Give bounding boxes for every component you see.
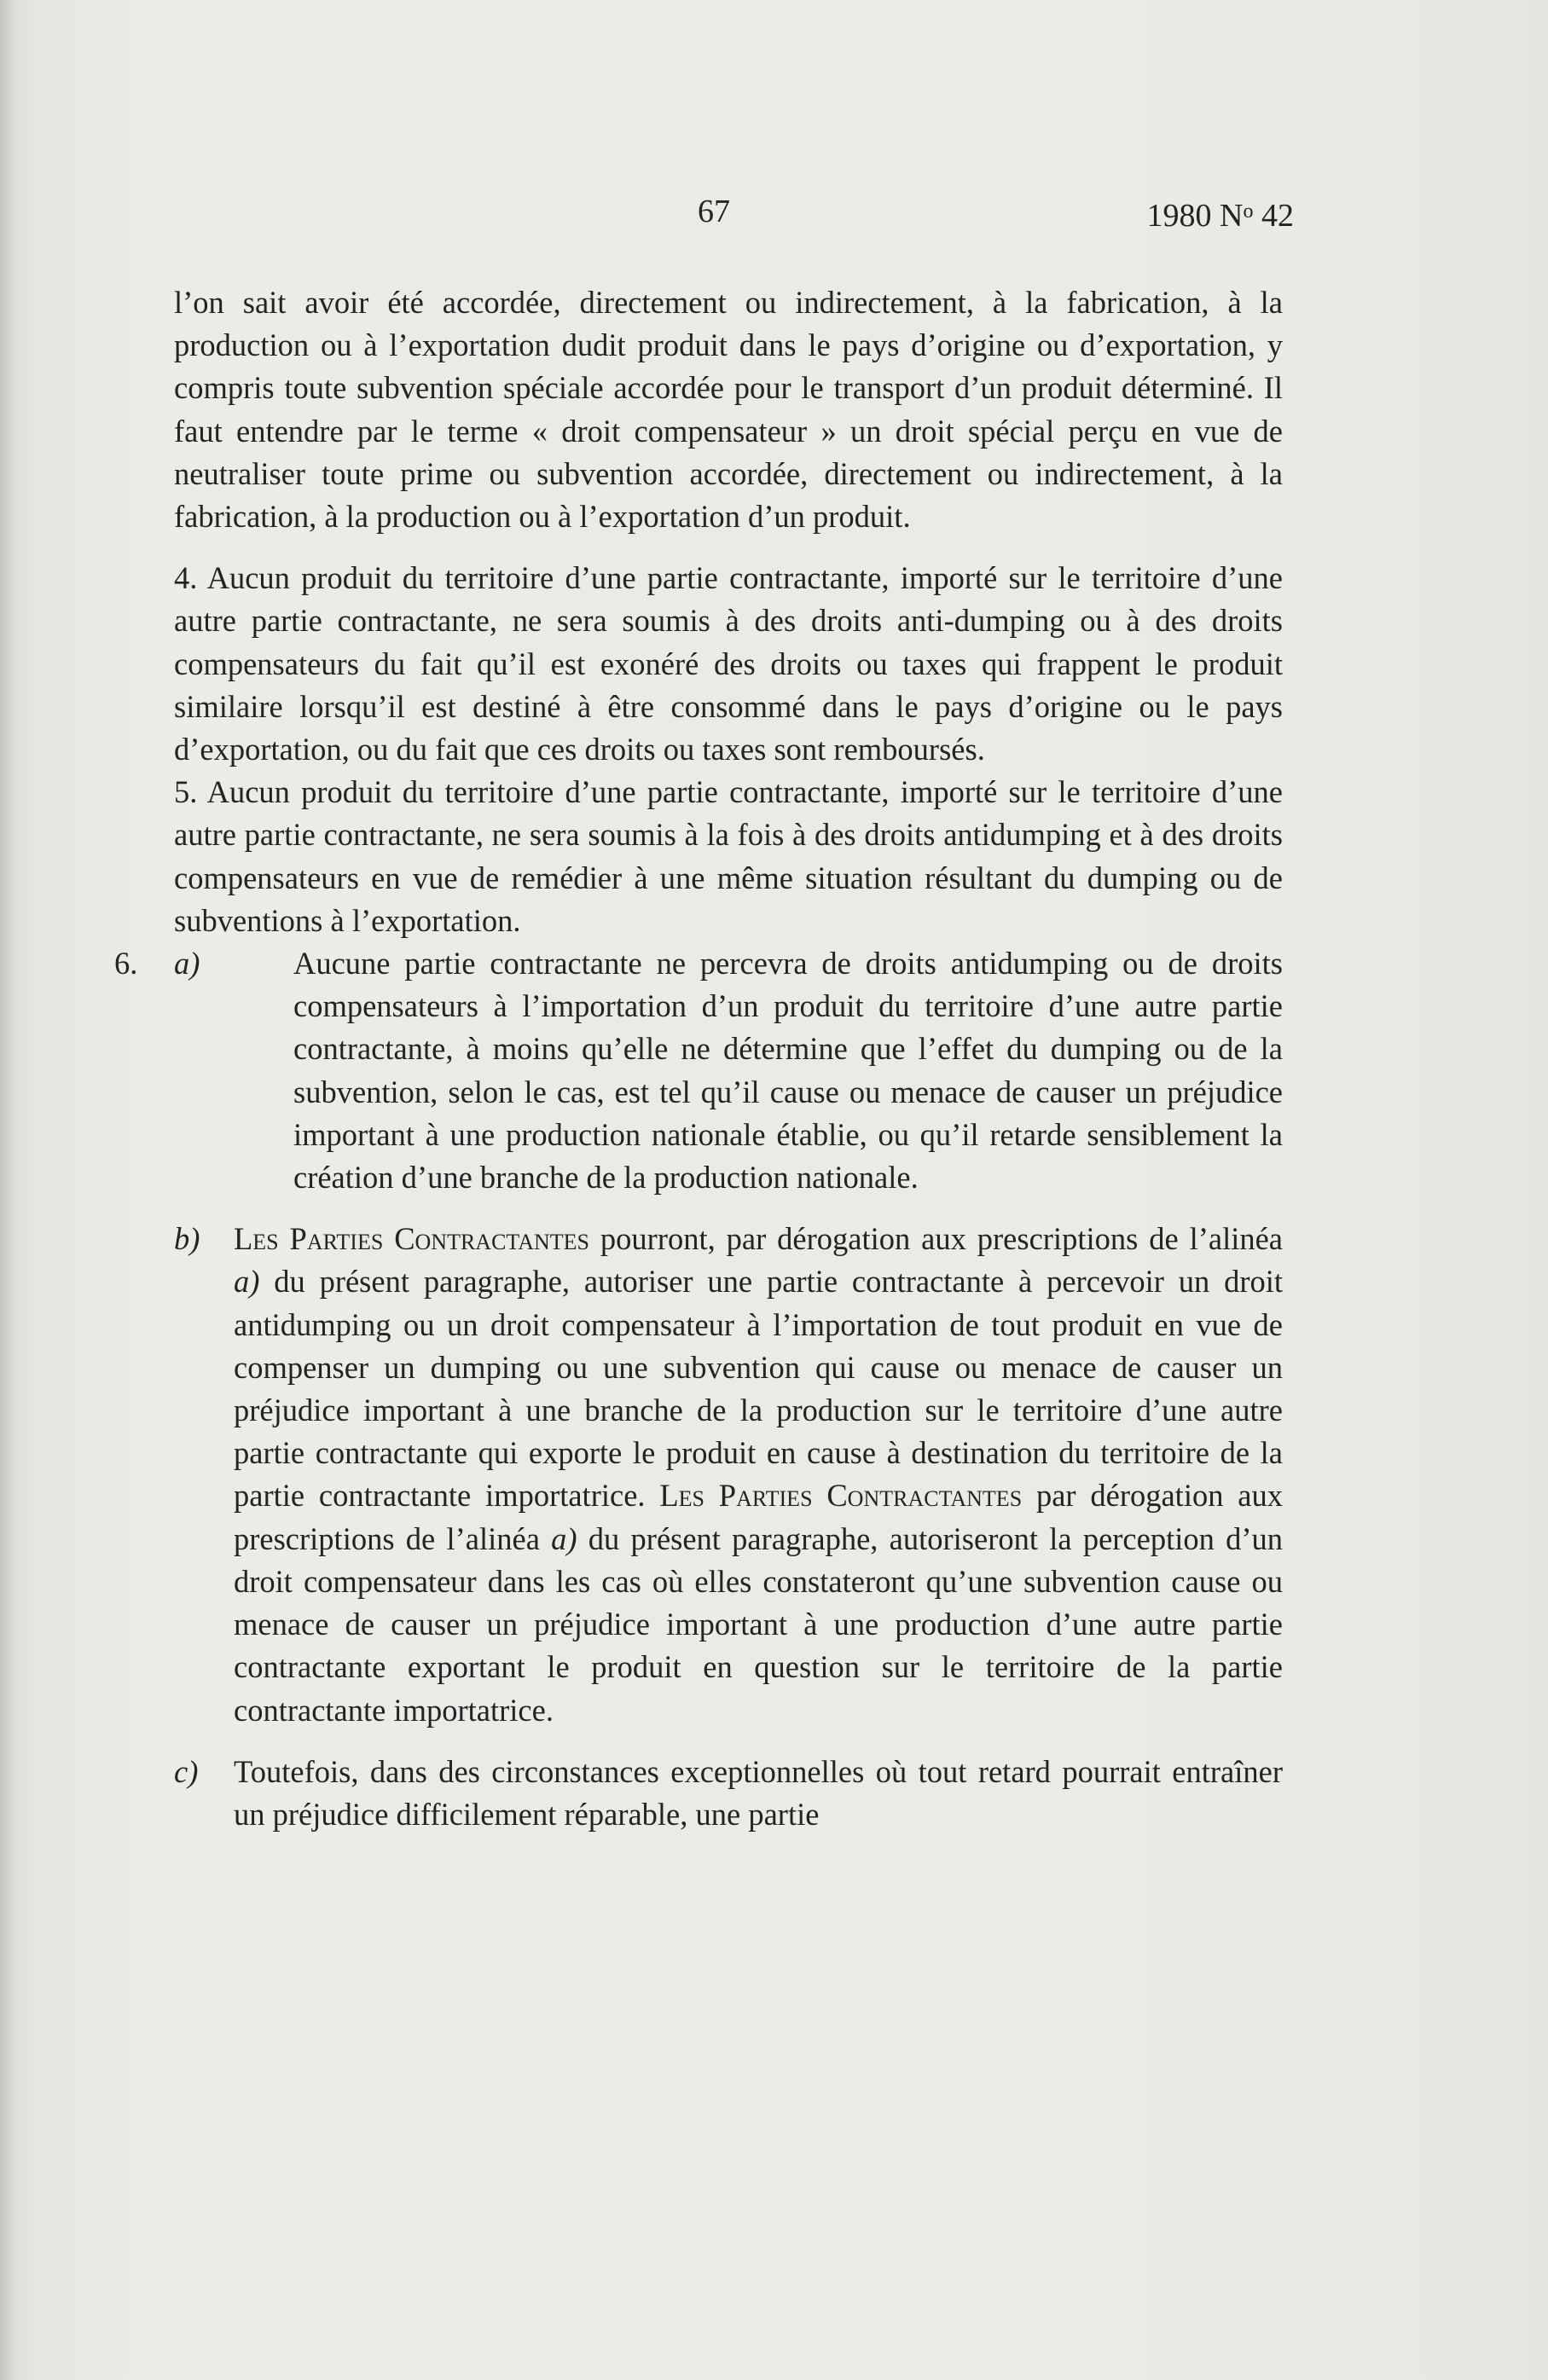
paragraph-5	[174, 771, 1283, 942]
paragraph-4-number: 4.	[174, 560, 198, 596]
binding-shadow	[0, 0, 15, 2380]
alinea-reference: a)	[551, 1520, 577, 1556]
paragraph-intro: l’on sait avoir été accordée, directement ou indirectement, à la fabrication, à la production ou à l’exportation dudit produit dans le pays d’origine ou d’exportation, y compris toute subvention spéciale accordée pour le transport d’un produit déterminé. Il faut entendre par le terme « droit compensateur » un droit spécial perçu en vue de neutraliser toute prime ou subvention accordée, directement ou indirectement, à la fabrication, à la production ou à l’exportation d’un produit.	[174, 285, 1283, 535]
alinea-reference: a)	[234, 1264, 260, 1300]
paragraph-6b	[174, 1218, 1283, 1731]
paragraph-4	[174, 557, 1283, 771]
paragraph-6a-letter: a)	[174, 946, 200, 982]
paragraph-4-text: Aucun produit du territoire d’une partie contractante, importé sur le territoire d’une autre partie contractante, ne sera soumis à des droits anti-dumping ou à des droits compensateurs du fait qu’il est exonéré des droits ou taxes qui frappent le produit similaire lorsqu’il est destiné à être consommé dans le pays d’origine ou le pays d’exportation, ou du fait que ces droits ou taxes sont remboursés.	[174, 560, 1283, 767]
page-header	[0, 188, 1548, 235]
paragraph-6b-part3: par dérogation aux prescriptions de l’alinéa	[234, 1478, 1283, 1556]
paragraph-6b-text	[234, 1218, 1283, 1731]
paragraph-6c	[174, 1751, 1283, 1836]
paragraph-6b-part1: pourront, par dérogation aux prescriptions de l’alinéa	[589, 1221, 1283, 1257]
journal-number-sign: o	[1243, 200, 1254, 223]
paragraph-6c-letter: c)	[174, 1753, 199, 1789]
paragraph-5-number: 5.	[174, 774, 198, 810]
journal-number: 42	[1261, 198, 1294, 234]
page-number: 67	[698, 194, 730, 229]
paragraph-6b-letter: b)	[174, 1221, 200, 1257]
contracting-parties-term: Les Parties Contractantes	[234, 1221, 590, 1257]
paragraph-6a	[114, 942, 1283, 1199]
paragraph-5-text: Aucun produit du territoire d’une partie contractante, importé sur le territoire d’une autre partie contractante, ne sera soumis à la fois à des droits antidumping et à des droits compensateurs en vue de remédier à une même situation résultant du dumping ou de subventions à l’exportation.	[174, 774, 1283, 938]
paragraph-6b-part4: du présent paragraphe, autoriseront la perception d’un droit compensateur dans les cas où elles constateront qu’une subvention cause ou menace de causer un préjudice important à une production d’une autre partie contractante exportant le produit en question sur le territoire de la partie contractante importatrice.	[234, 1520, 1284, 1728]
paragraph-6-number: 6.	[114, 946, 138, 982]
contracting-parties-term: Les Parties Contractantes	[659, 1478, 1023, 1514]
body-text	[114, 281, 1284, 1855]
journal-year: 1980 N	[1146, 198, 1244, 234]
paragraph-6a-text: Aucune partie contractante ne percevra de droits antidumping ou de droits compensateurs à l’importation d’un produit du territoire d’une autre partie contractante, à moins qu’elle ne détermine que l’effet du dumping ou de la subvention, selon le cas, est tel qu’il cause ou menace de causer un préjudice important à une production nationale établie, ou qu’il retarde sensiblement la création d’une branche de la production nationale.	[293, 946, 1283, 1196]
journal-reference	[1147, 188, 1294, 240]
paragraph-6c-text: Toutefois, dans des circonstances exceptionnelles où tout retard pourrait entraîner un préjudice difficilement réparable, une partie	[234, 1753, 1283, 1832]
paragraph-6b-part2: du présent paragraphe, autoriser une partie contractante à percevoir un droit antidumping ou un droit compensateur à l’importation de tout produit en vue de compenser un dumping ou une subvention qui cause ou menace de causer un préjudice important à une branche de la production sur le territoire d’une autre partie contractante qui exporte le produit en cause à destination du territoire de la partie contractante importatrice.	[234, 1264, 1283, 1514]
